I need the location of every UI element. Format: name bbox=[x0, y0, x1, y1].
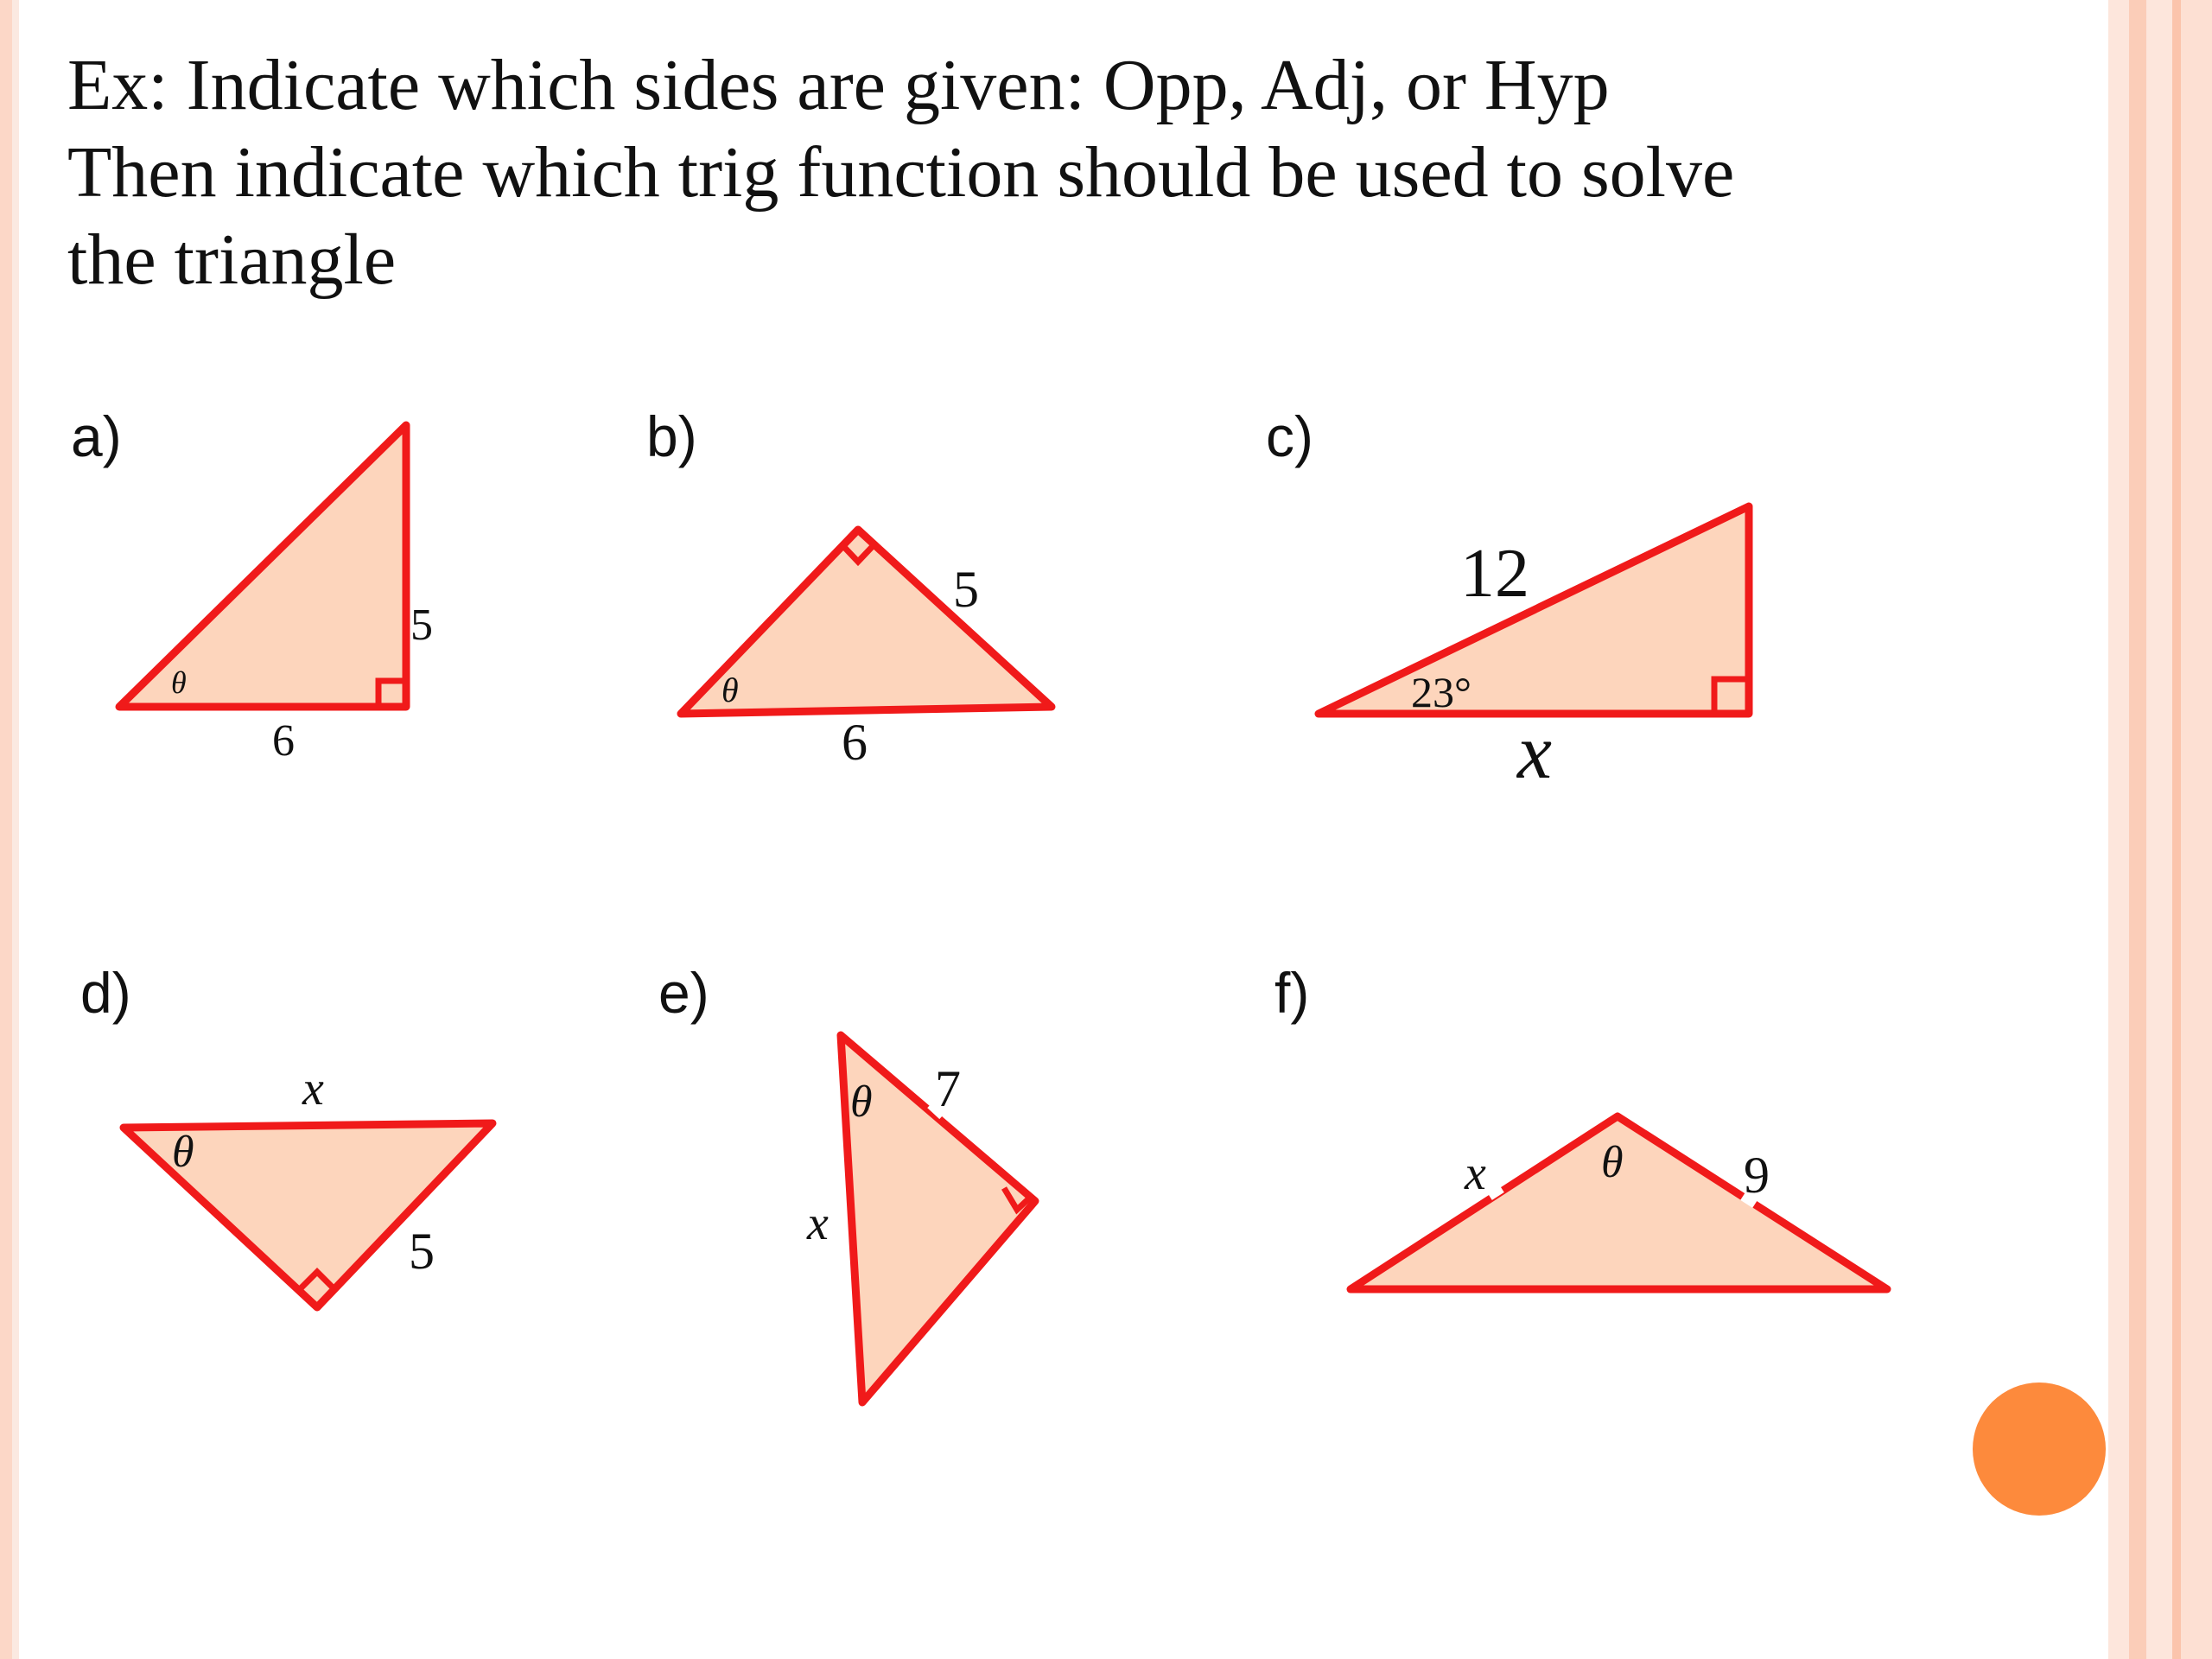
problem-label-e: e) bbox=[658, 961, 709, 1025]
orange-accent-circle bbox=[1973, 1382, 2106, 1516]
angle-label-e: θ bbox=[850, 1077, 873, 1127]
title-line-3: the triangle bbox=[67, 219, 397, 300]
problem-label-f: f) bbox=[1274, 961, 1310, 1025]
angle-label-f: θ bbox=[1601, 1138, 1624, 1187]
angle-label-d: θ bbox=[172, 1128, 194, 1177]
side-label-a-5: 5 bbox=[410, 601, 433, 650]
side-label-e-x: x bbox=[807, 1197, 829, 1250]
side-label-f-9: 9 bbox=[1744, 1147, 1770, 1204]
side-label-b-6: 6 bbox=[842, 714, 868, 771]
problem-label-d: d) bbox=[80, 961, 131, 1025]
angle-label-b: θ bbox=[721, 671, 739, 709]
angle-label-a: θ bbox=[171, 665, 187, 700]
side-label-a-6: 6 bbox=[272, 716, 295, 766]
side-label-f-x: x bbox=[1465, 1147, 1486, 1200]
problem-label-a: a) bbox=[71, 404, 122, 468]
triangle-c bbox=[1319, 506, 1749, 714]
problem-label-c: c) bbox=[1266, 404, 1313, 468]
side-label-d-5: 5 bbox=[409, 1223, 435, 1280]
triangle-a bbox=[119, 425, 406, 707]
title-line-1: Ex: Indicate which sides are given: Opp, Adj, or Hyp bbox=[67, 45, 1610, 125]
angle-label-c: 23° bbox=[1411, 668, 1471, 716]
title-line-2: Then indicate which trig function should be used to solve bbox=[67, 132, 1735, 213]
side-label-b-5: 5 bbox=[953, 561, 979, 618]
side-label-c-12: 12 bbox=[1460, 536, 1529, 612]
side-label-e-7: 7 bbox=[935, 1060, 961, 1117]
problem-label-b: b) bbox=[646, 404, 697, 468]
side-label-c-x: x bbox=[1517, 709, 1552, 795]
label-gap-f-left bbox=[1489, 1187, 1501, 1195]
side-label-d-x: x bbox=[302, 1062, 324, 1116]
